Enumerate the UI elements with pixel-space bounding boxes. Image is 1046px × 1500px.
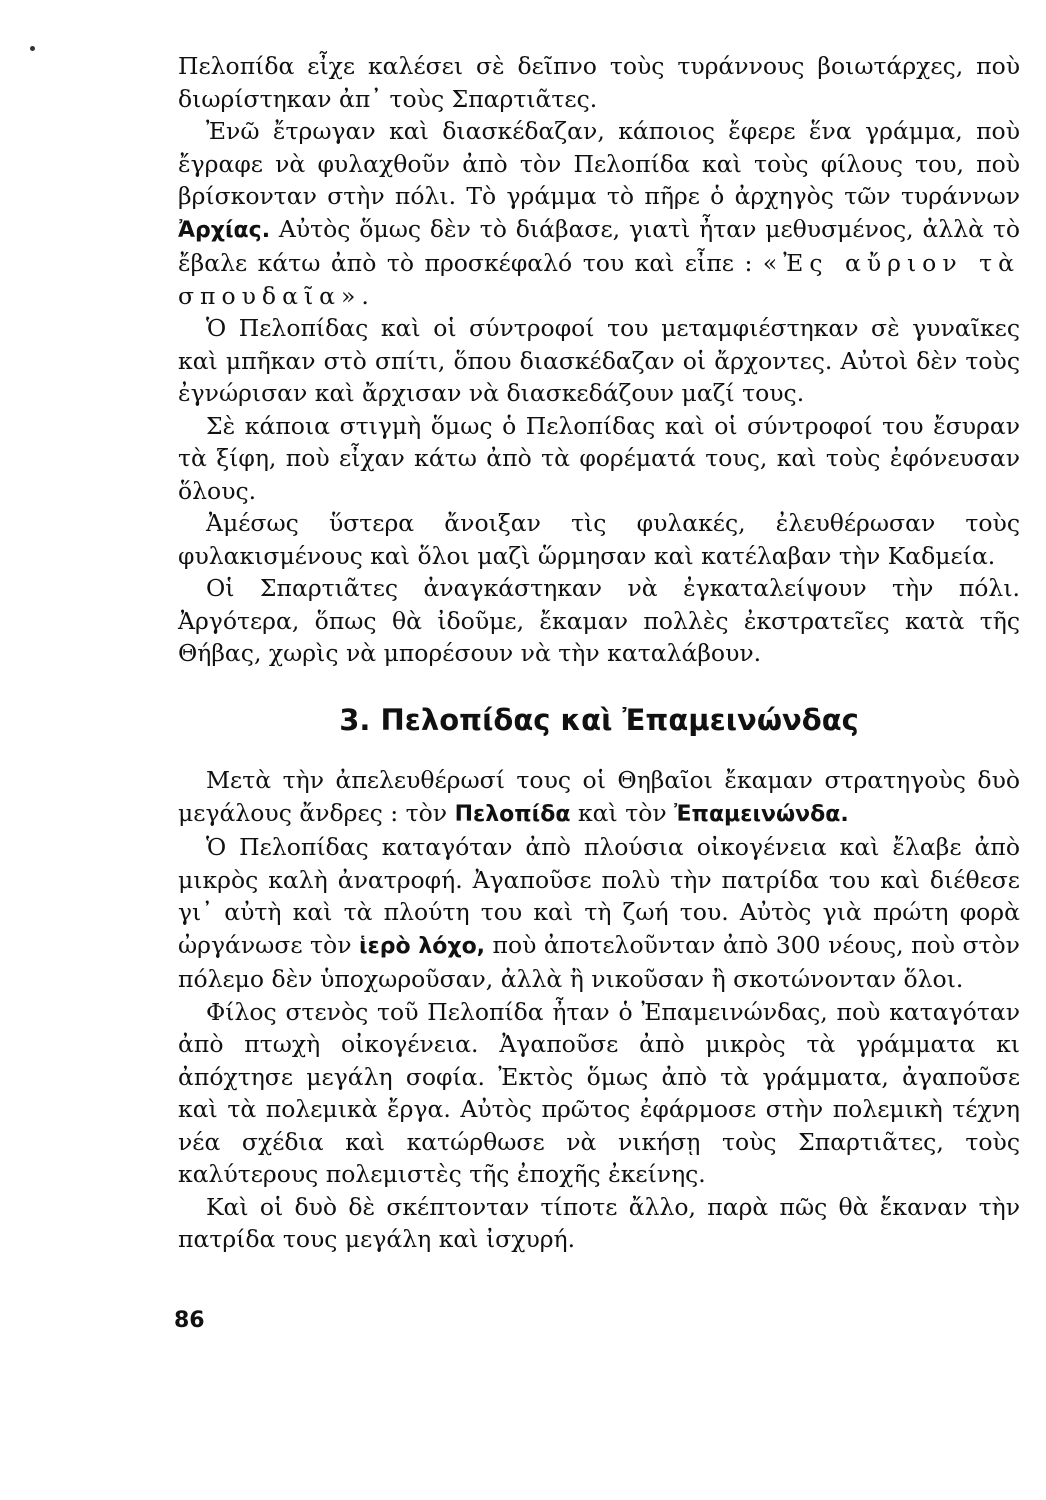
section-heading: 3. Πελοπίδας καὶ Ἐπαμεινώνδας — [339, 703, 859, 737]
paragraph-letter-text-2: Αὐτὸς ὅμως δὲν τὸ διάβασε, γιατὶ ἦταν μεθυσμένος, ἀλλὰ τὸ ἔβαλε κάτω ἀπὸ τὸ προσκέφαλό του καὶ εἶπε : — [178, 214, 1020, 277]
section-2-text — [178, 764, 1020, 1256]
name-epaminondas: Ἐπαμεινώνδα. — [674, 801, 849, 827]
page-number: 86 — [174, 1308, 205, 1333]
paragraph-continuation: Πελοπίδα εἶχε καλέσει σὲ δεῖπνο τοὺς τυράννους βοιωτάρχες, ποὺ διωρίστηκαν ἀπ᾿ τοὺς Σπαρτιᾶτες. — [178, 52, 1020, 113]
paragraph-spartans: Οἱ Σπαρτιᾶτες ἀναγκάστηκαν νὰ ἐγκαταλείψουν τὴν πόλι. Ἀργότερα, ὅπως θὰ ἰδοῦμε, ἔκαμαν πολλὲς ἐκστρατεῖες κατὰ τῆς Θήβας, χωρὶς νὰ μπορέσουν νὰ τὴν καταλάβουν. — [178, 574, 1020, 667]
term-sacred-band: ἱερὸ λόχο, — [358, 933, 486, 959]
paragraph-swords: Σὲ κάποια στιγμὴ ὅμως ὁ Πελοπίδας καὶ οἱ σύντροφοί του ἔσυραν τὰ ξίφη, ποὺ εἶχαν κάτω ἀπὸ τὰ φορέματά τους, καὶ τοὺς ἐφόνευσαν ὅλους. — [178, 411, 1020, 505]
paragraph-conclusion: Καὶ οἱ δυὸ δὲ σκέπτονταν τίποτε ἄλλο, παρὰ πῶς θὰ ἔκαναν τὴν πατρίδα τους μεγάλη καὶ ἰσχυρή. — [178, 1192, 1020, 1253]
paragraph-pelopidas-text-1: Ὁ Πελοπίδας καταγόταν ἀπὸ πλούσια οἰκογένεια καὶ ἔλαβε ἀπὸ μικρὸς καλὴ ἀνατροφή. Ἀγαποῦσε πολὺ τὴν πατρίδα του καὶ διέθεσε γι᾿ αὐτὴ καὶ τὰ πλούτη του καὶ τὴ ζωή του. Αὐτὸς γιὰ πρώτη φορὰ ὠργάνωσε τὸν — [178, 833, 1020, 959]
margin-dot — [30, 46, 35, 51]
paragraph-generals — [178, 764, 1020, 831]
paragraph-letter-text-1: Ἐνῶ ἔτρωγαν καὶ διασκέδαζαν, κάποιος ἔφερε ἕνα γράμμα, ποὺ ἔγραφε νὰ φυλαχθοῦν ἀπὸ τὸν Πελοπίδα καὶ τοὺς φίλους του, ποὺ βρίσκονταν στὴν πόλι. Τὸ γράμμα τὸ πῆρε ὁ ἀρχηγὸς τῶν τυράννων — [178, 117, 1020, 210]
name-pelopidas: Πελοπίδα — [454, 801, 571, 827]
paragraph-generals-text-2: καὶ τὸν — [577, 798, 667, 827]
paragraph-pelopidas — [178, 831, 1020, 996]
paragraph-letter — [178, 115, 1020, 312]
paragraph-disguise: Ὁ Πελοπίδας καὶ οἱ σύντροφοί του μεταμφιέστηκαν σὲ γυναῖκες καὶ μπῆκαν στὸ σπίτι, ὅπου διασκέδαζαν οἱ ἄρχοντες. Αὐτοὶ δὲν τοὺς ἐγνώρισαν καὶ ἄρχισαν νὰ διασκεδάζουν μαζί τους. — [178, 314, 1020, 407]
quote-es-aurion: «Ἐς αὔριον τὰ σπουδαῖα». — [178, 249, 1020, 310]
section-1-text — [178, 50, 1020, 670]
paragraph-pelopidas-text-2: ποὺ ἀποτελοῦνταν ἀπὸ 300 νέους, ποὺ στὸν πόλεμο δὲν ὑποχωροῦσαν, ἀλλὰ ἢ νικοῦσαν ἢ σκοτώνονταν ὅλοι. — [178, 930, 1020, 993]
name-archias: Ἀρχίας. — [178, 217, 271, 243]
paragraph-epaminondas: Φίλος στενὸς τοῦ Πελοπίδα ἦταν ὁ Ἐπαμεινώνδας, ποὺ καταγόταν ἀπὸ πτωχὴ οἰκογένεια. Ἀγαποῦσε ἀπὸ μικρὸς τὰ γράμματα κι ἀπόχτησε μεγάλη σοφία. Ἐκτὸς ὅμως ἀπὸ τὰ γράμματα, ἀγαποῦσε καὶ τὰ πολεμικὰ ἔργα. Αὐτὸς πρῶτος ἐφάρμοσε στὴν πολεμικὴ τέχνη νέα σχέδια καὶ κατώρθωσε νὰ νικήσῃ τοὺς Σπαρτιᾶτες, τοὺς καλύτερους πολεμιστὲς τῆς ἐποχῆς ἐκείνης. — [178, 997, 1020, 1188]
paragraph-prisons: Ἀμέσως ὕστερα ἄνοιξαν τὶς φυλακές, ἐλευθέρωσαν τοὺς φυλακισμένους καὶ ὅλοι μαζὶ ὥρμησαν καὶ κατέλαβαν τὴν Καδμεία. — [178, 509, 1020, 570]
paragraph-generals-text-1: Μετὰ τὴν ἀπελευθέρωσί τους οἱ Θηβαῖοι ἔκαμαν στρατηγοὺς δυὸ μεγάλους ἄνδρες : τὸν — [178, 766, 1020, 827]
